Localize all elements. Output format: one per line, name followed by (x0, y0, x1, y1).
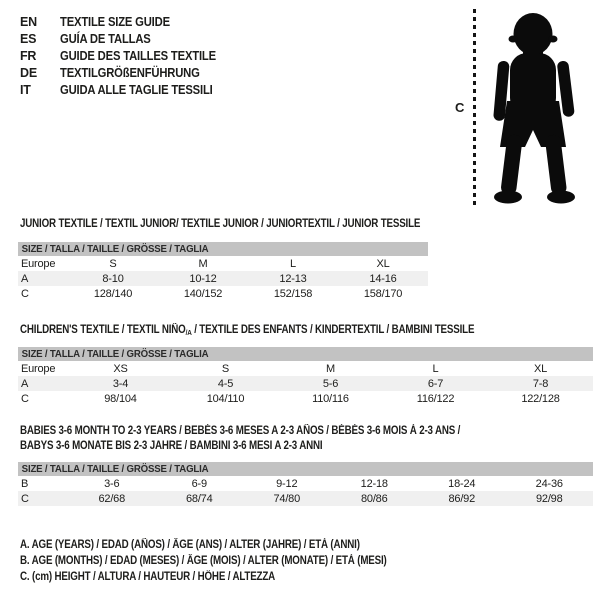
height-cell: 86/92 (448, 492, 476, 505)
babies-size-header-bar (18, 462, 593, 476)
junior-size-header-bar (18, 242, 428, 256)
size-cell: S (221, 362, 230, 375)
size-cell: S (109, 257, 117, 270)
language-label: TEXTILGRÖßENFÜHRUNG (60, 65, 200, 80)
language-row-en (20, 13, 233, 30)
language-code: FR (20, 48, 37, 63)
language-label: GUIDE DES TAILLES TEXTILE (60, 48, 216, 63)
size-header-label: SIZE / TALLA / TAILLE / GRÖSSE / TAGLIA (21, 348, 209, 360)
age-cell: 18-24 (448, 477, 476, 490)
height-measure-label: C (455, 100, 465, 115)
size-header-label: SIZE / TALLA / TAILLE / GRÖSSE / TAGLIA (21, 243, 209, 255)
height-cell: 74/80 (273, 492, 301, 505)
age-cell: 24-36 (535, 477, 563, 490)
height-cell: 110/116 (312, 392, 349, 405)
baby-silhouette-icon (486, 7, 584, 211)
measurement-legend (20, 537, 451, 585)
size-header-label: SIZE / TALLA / TAILLE / GRÖSSE / TAGLIA (21, 463, 209, 475)
babies-title-line1: BABIES 3-6 MONTH TO 2-3 YEARS / BEBÉS 3-6 MESES A 2-3 AÑOS / BÉBÉS 3-6 MOIS À 2-3 ANS / (20, 425, 461, 437)
language-code: IT (20, 82, 31, 97)
row-label: Europe (21, 362, 56, 375)
children-size-table (18, 347, 593, 406)
size-cell: L (432, 362, 439, 375)
age-cell: 7-8 (532, 377, 549, 390)
children-title-subscript: /A (185, 328, 192, 337)
height-cell: 152/158 (273, 287, 313, 300)
height-cell: 158/170 (363, 287, 403, 300)
legend-line-a: A. AGE (YEARS) / EDAD (AÑOS) / ÂGE (ANS) / ALTER (JAHRE) / ETÀ (ANNI) (20, 539, 360, 551)
junior-size-table (18, 242, 428, 301)
age-cell: 3-4 (112, 377, 129, 390)
row-label: C (21, 392, 29, 405)
height-cell: 128/140 (93, 287, 133, 300)
height-measure-dashed-line (473, 9, 476, 206)
height-cell: 122/128 (521, 392, 560, 405)
age-cell: 12-13 (279, 272, 307, 285)
table-row (18, 376, 593, 391)
language-code: ES (20, 31, 37, 46)
children-title-part: / TEXTILE DES ENFANTS / KINDERTEXTIL / BAMBINI TESSILE (191, 324, 475, 336)
age-cell: 9-12 (276, 477, 298, 490)
table-row (18, 286, 428, 301)
row-label: C (21, 287, 29, 300)
table-row (18, 271, 428, 286)
age-cell: 12-18 (360, 477, 388, 490)
size-cell: M (326, 362, 335, 375)
row-label: C (21, 492, 29, 505)
language-label: TEXTILE SIZE GUIDE (60, 14, 170, 29)
language-code: DE (20, 65, 37, 80)
height-cell: 62/68 (98, 492, 126, 505)
size-cell: XS (113, 362, 128, 375)
age-cell: 10-12 (189, 272, 217, 285)
age-cell: 6-9 (191, 477, 207, 490)
language-row-es (20, 30, 233, 47)
language-label: GUIDA ALLE TAGLIE TESSILI (60, 82, 213, 97)
babies-title-line2: BABYS 3-6 MONATE BIS 2-3 JAHRE / BAMBINI 3-6 MESI A 2-3 ANNI (20, 440, 323, 452)
language-label: GUÍA DE TALLAS (60, 31, 151, 46)
row-label: A (21, 272, 29, 285)
children-title-part: CHILDREN'S TEXTILE / TEXTIL NIÑO (20, 324, 186, 336)
height-cell: 92/98 (535, 492, 563, 505)
age-cell: 14-16 (369, 272, 397, 285)
language-row-it (20, 81, 233, 98)
age-cell: 6-7 (427, 377, 444, 390)
age-cell: 5-6 (322, 377, 339, 390)
legend-line-b: B. AGE (MONTHS) / EDAD (MESES) / ÂGE (MOIS) / ALTER (MONATE) / ETÀ (MESI) (20, 555, 387, 567)
babies-size-table (18, 462, 593, 506)
junior-section-title: JUNIOR TEXTILE / TEXTIL JUNIOR/ TEXTILE JUNIOR / JUNIORTEXTIL / JUNIOR TESSILE (20, 218, 421, 230)
table-row (18, 391, 593, 406)
height-cell: 98/104 (104, 392, 137, 405)
age-cell: 8-10 (102, 272, 124, 285)
children-section-title (20, 323, 474, 340)
table-row (18, 476, 593, 491)
row-label: Europe (21, 257, 56, 270)
height-cell: 140/152 (183, 287, 223, 300)
language-row-de (20, 64, 233, 81)
size-cell: XL (533, 362, 548, 375)
table-row (18, 256, 428, 271)
row-label: B (21, 477, 29, 490)
size-cell: XL (376, 257, 390, 270)
language-row-fr (20, 47, 233, 64)
table-row (18, 491, 593, 506)
children-size-header-bar (18, 347, 593, 361)
row-label: A (21, 377, 29, 390)
age-cell: 3-6 (104, 477, 120, 490)
height-cell: 68/74 (185, 492, 213, 505)
language-code: EN (20, 14, 37, 29)
height-cell: 116/122 (416, 392, 455, 405)
table-row (18, 361, 593, 376)
language-list (20, 13, 233, 98)
height-cell: 80/86 (360, 492, 388, 505)
age-cell: 4-5 (217, 377, 234, 390)
size-cell: M (198, 257, 208, 270)
size-cell: L (290, 257, 296, 270)
babies-section-title (20, 424, 460, 454)
legend-line-c: C. (cm) HEIGHT / ALTURA / HAUTEUR / HÖHE / ALTEZZA (20, 571, 276, 583)
height-cell: 104/110 (206, 392, 245, 405)
